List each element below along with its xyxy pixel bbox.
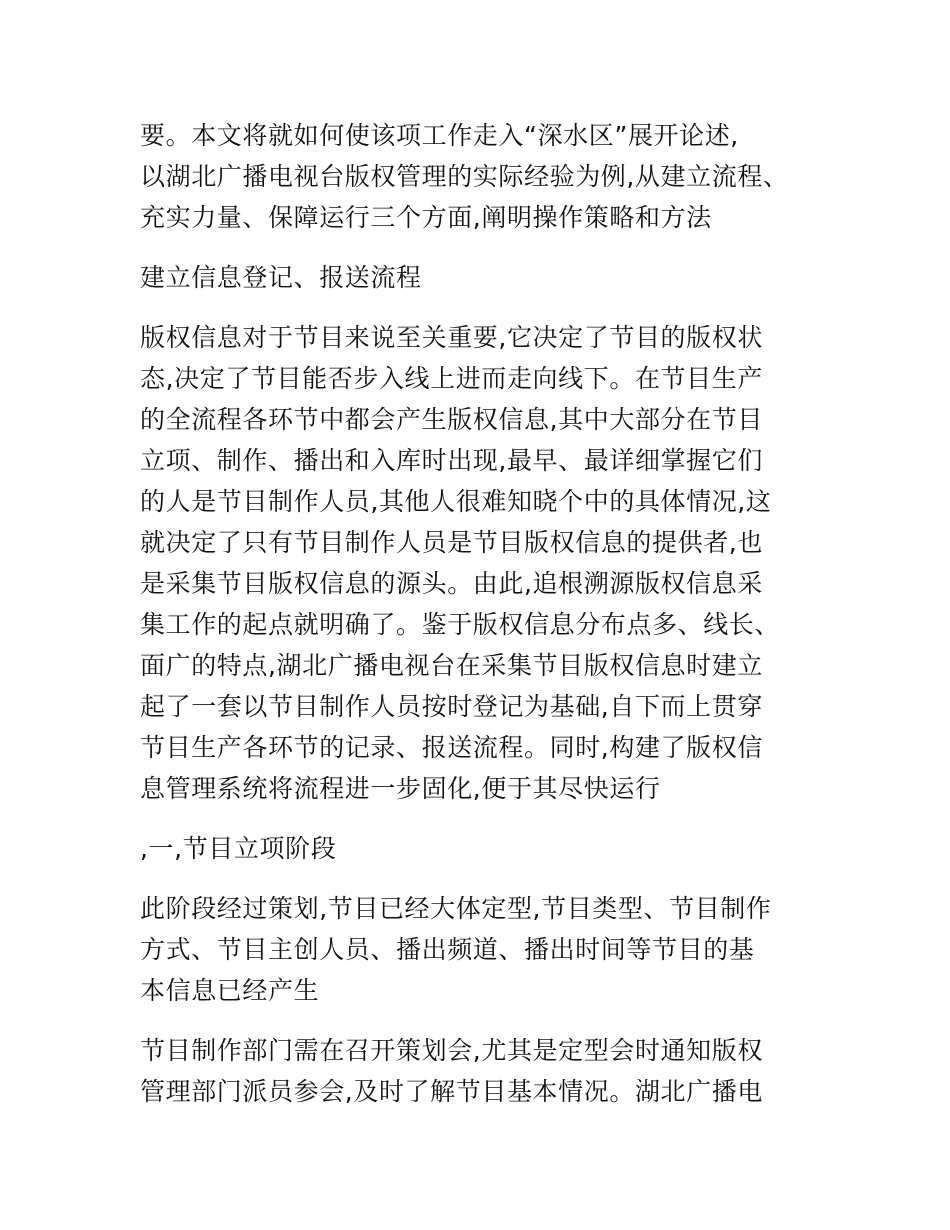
paragraph-intro-continuation: 要。本文将就如何使该项工作走入“深水区”展开论述, 以湖北广播电视台版权管理的实际经验为例,从建立流程、 充实力量、保障运行三个方面,阐明操作策略和方法: [140, 121, 789, 232]
section-heading: 建立信息登记、报送流程: [140, 263, 422, 292]
subsection-heading: ,一,节目立项阶段: [140, 834, 337, 863]
paragraph-production-department-duty: 节目制作部门需在召开策划会,尤其是定型会时通知版权 管理部门派员参会,及时了解节目基本情况。湖北广播电: [140, 1036, 763, 1106]
paragraph-copyright-info-importance: 版权信息对于节目来说至关重要,它决定了节目的版权状 态,决定了节目能否步入线上进而走向线下。在节目生产 的全流程各环节中都会产生版权信息,其中大部分在节目 立项、制作、播出和入库时出现,最早、最详细掌握它们 的人是节目制作人员,其他人很难知晓个中的具体情况,这 就决定了只有节目制作人员是节目版权信息的提供者,也 是采集节目版权信息的源头。由此,追根溯源版权信息采 集工作的起点就明确了。鉴于版权信息分布点多、线长、 面广的特点,湖北广播电视台在采集节目版权信息时建立 起了一套以节目制作人员按时登记为基础,自下而上贯穿 节目生产各环节的记录、报送流程。同时,构建了版权信 息管理系统将流程进一步固化,便于其尽快运行: [140, 323, 781, 803]
document-body: [140, 115, 820, 1131]
paragraph-project-stage-description: 此阶段经过策划,节目已经大体定型,节目类型、节目制作 方式、节目主创人员、播出频道、播出时间等节目的基 本信息已经产生: [140, 894, 772, 1005]
